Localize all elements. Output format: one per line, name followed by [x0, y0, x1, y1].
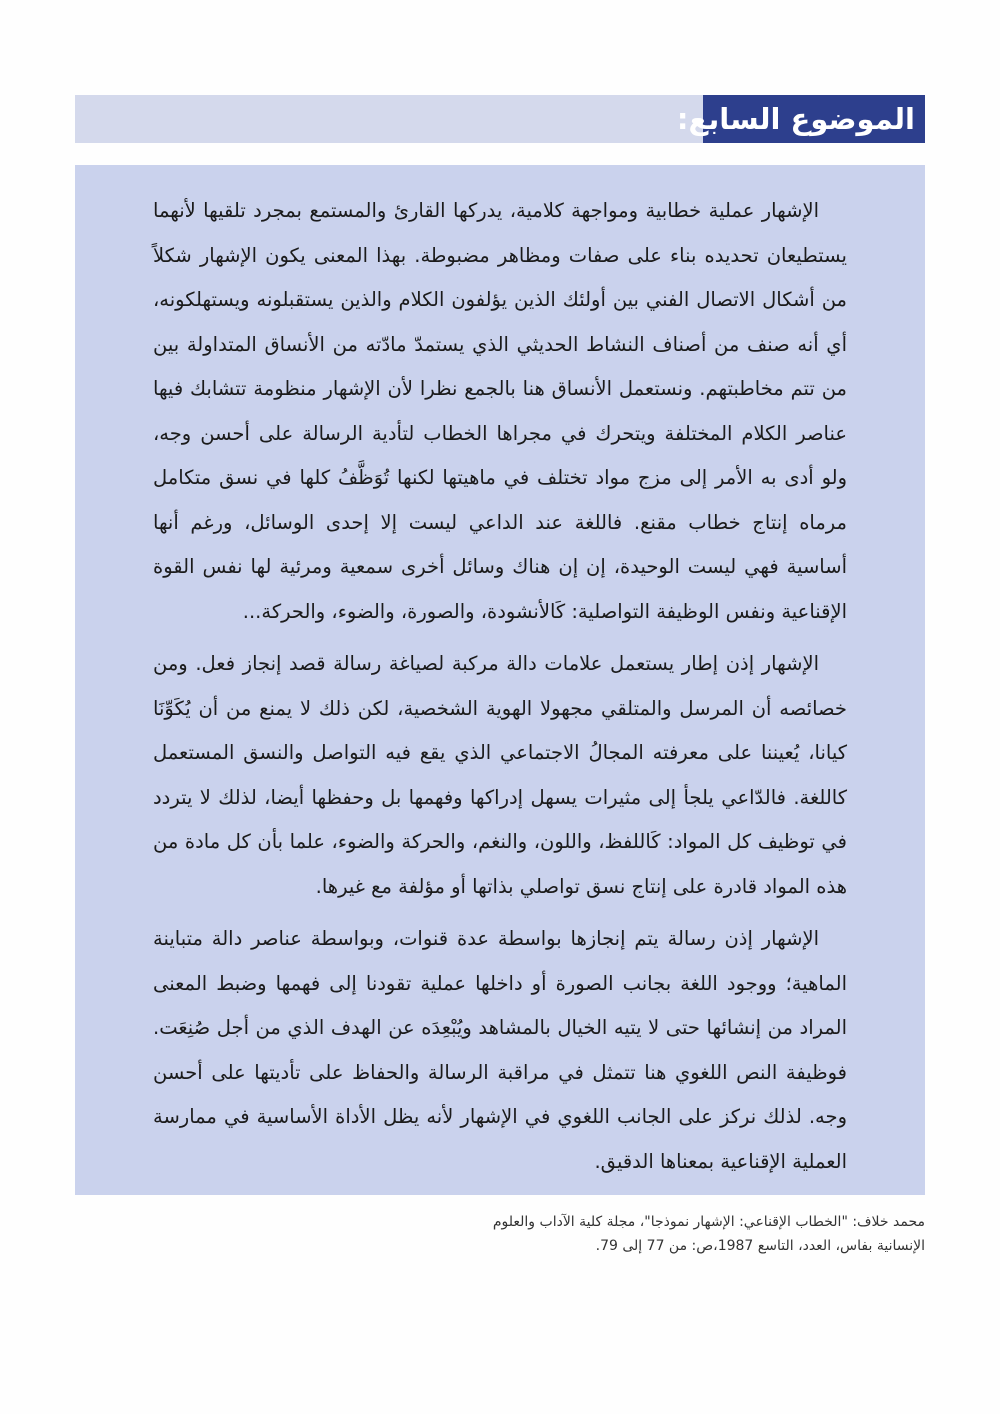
footnote-line-1: محمد خلاف: "الخطاب الإقناعي: الإشهار نموذجا"، مجلة كلية الآداب والعلوم [492, 1214, 925, 1230]
section-title: الموضوع السابع: [703, 95, 925, 143]
paragraph-3: الإشهار إذن رسالة يتم إنجازها بواسطة عدة قنوات، وبواسطة عناصر دالة متباينة الماهية؛ ووجود اللغة بجانب الصورة أو داخلها عملية تقودنا إلى فهمها وضبط المعنى المراد من إنشائها حتى لا يتيه الخيال بالمشاهد ويُبْعِدَه عن الهدف الذي من أجل صُنِعَت. فوظيفة النص اللغوي هنا تتمثل في مراقبة الرسالة والحفاظ على تأديتها على أحسن وجه. لذلك نركز على الجانب اللغوي في الإشهار لأنه يظل الأداة الأساسية في ممارسة العملية الإقناعية بمعناها الدقيق. [153, 927, 847, 1173]
text-box [75, 165, 925, 1195]
paragraph-2: الإشهار إذن إطار يستعمل علامات دالة مركبة لصياغة رسالة قصد إنجاز فعل. ومن خصائصه أن المرسل والمتلقي مجهولا الهوية الشخصية، لكن ذلك لا يمنع من أن يُكَوِّنَا كيانا، يُعيننا على معرفته المجالُ الاجتماعي الذي يقع فيه التواصل والنسق المستعمل كاللغة. فالدّاعي يلجأ إلى مثيرات يسهل إدراكها وفهمها بل وحفظها أيضا، لذلك لا يتردد في توظيف كل المواد: كَاللفظ، واللون، والنغم، والحركة والضوء، علما بأن كل مادة من هذه المواد قادرة على إنتاج نسق تواصلي بذاتها أو مؤلفة مع غيرها. [153, 652, 847, 898]
footnote-line-2: الإنسانية بفاس، العدد، التاسع 1987،ص: من 77 إلى 79. [595, 1238, 925, 1254]
paragraph-1: الإشهار عملية خطابية ومواجهة كلامية، يدركها القارئ والمستمع بمجرد تلقيها لأنهما يستطيعان تحديده بناء على صفات ومظاهر مضبوطة. بهذا المعنى يكون الإشهار شكلاً من أشكال الاتصال الفني بين أولئك الذين يؤلفون الكلام والذين يستقبلونه ويستهلكونه، أي أنه صنف من أصناف النشاط الحديثي الذي يستمدّ مادّته من الأنساق المتداولة بين من تتم مخاطبتهم. ونستعمل الأنساق هنا بالجمع نظرا لأن الإشهار منظومة تتشابك فيها عناصر الكلام المختلفة ويتحرك في مجراها الخطاب لتأدية الرسالة على أحسن وجه، ولو أدى به الأمر إلى مزج مواد تختلف في ماهيتها لكنها تُوَظَّفُ كلها في نسق متكامل مرماه إنتاج خطاب مقنع. فاللغة عند الداعي ليست إلا إحدى الوسائل، ورغم أنها أساسية فهي ليست الوحيدة، إن إن هناك وسائل أخرى سمعية ومرئية لها نفس القوة الإقناعية ونفس الوظيفة التواصلية: كَالأنشودة، والصورة، والضوء، والحركة... [153, 199, 847, 623]
footnote [405, 1210, 925, 1258]
